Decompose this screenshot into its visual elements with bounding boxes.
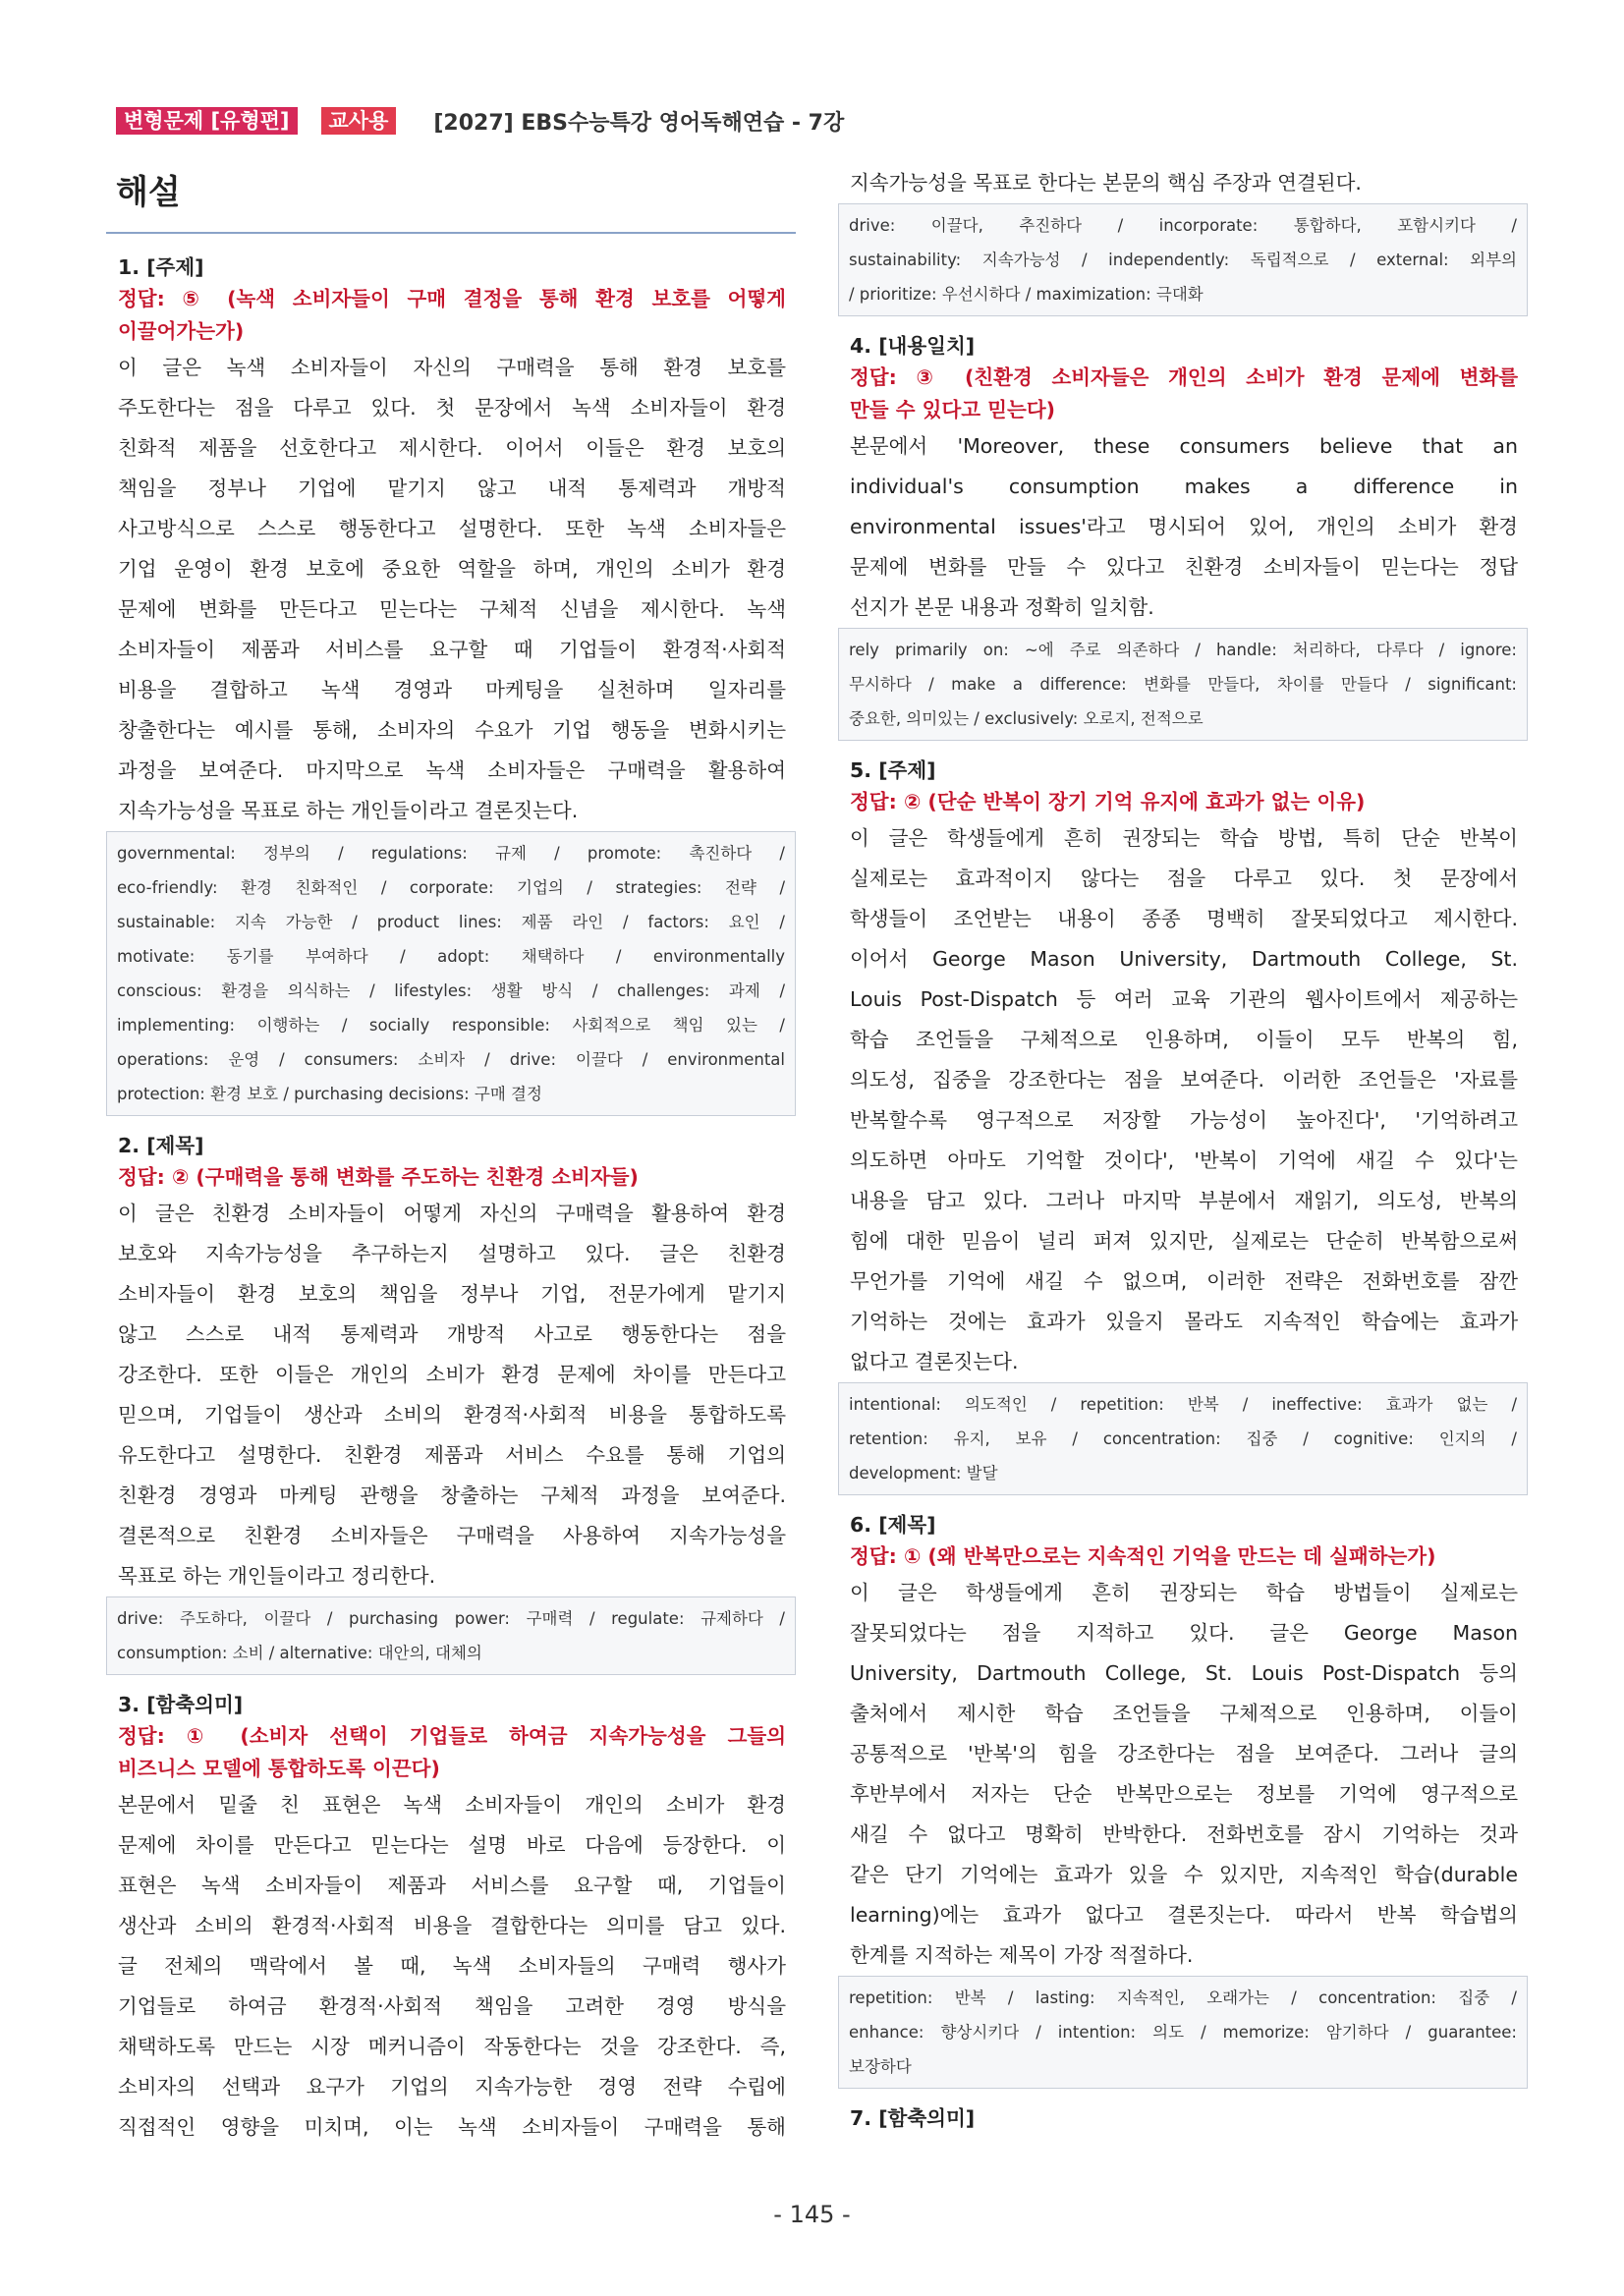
vocab-box xyxy=(838,628,1528,741)
explanation-line: environmental issues'라고 명시되어 있어, 개인의 소비가 환경 xyxy=(850,515,1518,538)
explanation-line: 무언가를 기억에 새길 수 없으며, 이러한 전략은 전화번호를 잠깐 xyxy=(850,1269,1518,1293)
explanation-line: 공통적으로 '반복'의 힘을 강조한다는 점을 보여준다. 그러나 글의 xyxy=(850,1742,1518,1765)
explanation-line: 이어서 George Mason University, Dartmouth College, St. xyxy=(850,947,1518,971)
explanation-line: 채택하도록 만드는 시장 메커니즘이 작동한다는 것을 강조한다. 즉, xyxy=(118,2035,786,2058)
question-4 xyxy=(838,330,1528,741)
explanation-line: 사고방식으로 스스로 행동한다고 설명한다. 또한 녹색 소비자들은 xyxy=(118,517,786,540)
page-number: - 145 - xyxy=(773,2201,851,2228)
explanation-line: 이 글은 학생들에게 흔히 권장되는 학습 방법들이 실제로는 xyxy=(850,1581,1518,1604)
answer-line: 정답: ② (구매력을 통해 변화를 주도하는 친환경 소비자들) xyxy=(118,1165,639,1189)
explanation-line: 학습 조언들을 구체적으로 인용하며, 이들이 모두 반복의 힘, xyxy=(850,1028,1518,1051)
explanation-line: 본문에서 밑줄 친 표현은 녹색 소비자들이 개인의 소비가 환경 xyxy=(118,1793,786,1817)
vocab-line: 보장하다 xyxy=(849,2057,912,2076)
header-title: [2027] EBS수능특강 영어독해연습 - 7강 xyxy=(433,110,845,136)
vocab-line: sustainable: 지속 가능한 / product lines: 제품 라인 / factors: 요인 / xyxy=(117,913,785,931)
vocab-line: motivate: 동기를 부여하다 / adopt: 채택하다 / environmentally xyxy=(117,947,785,966)
vocab-line: implementing: 이행하는 / socially responsible: 사회적으로 책임 있는 / xyxy=(117,1016,785,1035)
explanation-line: 반복할수록 영구적으로 저장할 가능성이 높아진다', '기억하려고 xyxy=(850,1108,1518,1132)
explanation-line: 새길 수 없다고 명확히 반박한다. 전화번호를 잠시 기억하는 것과 xyxy=(850,1822,1518,1846)
explanation-text xyxy=(106,1785,796,2148)
vocab-line: governmental: 정부의 / regulations: 규제 / promote: 촉진하다 / xyxy=(117,844,785,863)
explanation-line: 문제에 차이를 만든다고 믿는다는 설명 바로 다음에 등장한다. 이 xyxy=(118,1833,786,1857)
right-column xyxy=(838,163,1528,2134)
question-5 xyxy=(838,755,1528,1495)
explanation-line: 소비자들이 제품과 서비스를 요구할 때 기업들이 환경적·사회적 xyxy=(118,638,786,661)
vocab-line: 중요한, 의미있는 / exclusively: 오로지, 전적으로 xyxy=(849,709,1204,728)
explanation-line: 강조한다. 또한 이들은 개인의 소비가 환경 문제에 차이를 만든다고 xyxy=(118,1363,786,1386)
question-heading: 1. [주제] xyxy=(118,255,204,279)
explanation-line: 책임을 정부나 기업에 맡기지 않고 내적 통제력과 개방적 xyxy=(118,476,786,500)
question-1 xyxy=(106,252,796,1116)
explanation-line: 목표로 하는 개인들이라고 정리한다. xyxy=(118,1564,436,1588)
vocab-line: consumption: 소비 / alternative: 대안의, 대체의 xyxy=(117,1644,482,1662)
explanation-line: individual's consumption makes a difference in xyxy=(850,475,1518,498)
answer-line: 정답: ① (소비자 선택이 기업들로 하여금 지속가능성을 그들의 xyxy=(118,1724,786,1748)
page-header xyxy=(116,106,844,136)
vocab-box xyxy=(838,1976,1528,2089)
explanation-line: 기업들로 하여금 환경적·사회적 책임을 고려한 경영 방식을 xyxy=(118,1994,786,2018)
answer-line: 만들 수 있다고 믿는다) xyxy=(850,398,1056,421)
answer-line: 정답: ② (단순 반복이 장기 기억 유지에 효과가 없는 이유) xyxy=(850,790,1366,813)
vocab-box xyxy=(838,203,1528,316)
answer-line: 정답: ① (왜 반복만으로는 지속적인 기억을 만드는 데 실패하는가) xyxy=(850,1544,1436,1568)
explanation-text xyxy=(106,1194,796,1596)
explanation-line: 기억하는 것에는 효과가 있을지 몰라도 지속적인 학습에는 효과가 xyxy=(850,1310,1518,1333)
explanation-line: 글 전체의 맥락에서 볼 때, 녹색 소비자들의 구매력 행사가 xyxy=(118,1954,786,1978)
vocab-line: intentional: 의도적인 / repetition: 반복 / ineffective: 효과가 없는 / xyxy=(849,1395,1517,1414)
explanation-line: 없다고 결론짓는다. xyxy=(850,1350,1019,1373)
explanation-line: 친환경 경영과 마케팅 관행을 창출하는 구체적 과정을 보여준다. xyxy=(118,1484,786,1507)
explanation-line: 출처에서 제시한 학습 조언들을 구체적으로 인용하며, 이들이 xyxy=(850,1702,1518,1725)
question-3 xyxy=(106,1689,796,2148)
explanation-line: 소비자들이 환경 보호의 책임을 정부나 기업, 전문가에게 맡기지 xyxy=(118,1282,786,1306)
explanation-line: 표현은 녹색 소비자들이 제품과 서비스를 요구할 때, 기업들이 xyxy=(118,1874,786,1897)
explanation-text xyxy=(838,1573,1528,1976)
answer-line: 정답: ⑤ (녹색 소비자들이 구매 결정을 통해 환경 보호를 어떻게 xyxy=(118,287,786,310)
explanation-line: 결론적으로 친환경 소비자들은 구매력을 사용하여 지속가능성을 xyxy=(118,1524,786,1547)
explanation-line: 소비자의 선택과 요구가 기업의 지속가능한 경영 전략 수립에 xyxy=(118,2075,786,2099)
question-heading: 2. [제목] xyxy=(118,1134,204,1157)
explanation-line: 잘못되었다는 점을 지적하고 있다. 글은 George Mason xyxy=(850,1621,1518,1645)
explanation-line: 이 글은 학생들에게 흔히 권장되는 학습 방법, 특히 단순 반복이 xyxy=(850,826,1518,850)
explanation-line: 생산과 소비의 환경적·사회적 비용을 결합한다는 의미를 담고 있다. xyxy=(118,1914,786,1937)
explanation-line: 문제에 변화를 만든다고 믿는다는 구체적 신념을 제시한다. 녹색 xyxy=(118,597,786,621)
vocab-box xyxy=(838,1382,1528,1495)
explanation-line: 않고 스스로 내적 통제력과 개방적 사고로 행동한다는 점을 xyxy=(118,1322,786,1346)
question-6 xyxy=(838,1509,1528,2089)
explanation-line: 보호와 지속가능성을 추구하는지 설명하고 있다. 글은 친환경 xyxy=(118,1242,786,1265)
question-heading: 5. [주제] xyxy=(850,758,936,782)
question-heading: 7. [함축의미] xyxy=(850,2106,976,2130)
explanation-line: 유도한다고 설명한다. 친환경 제품과 서비스 수요를 통해 기업의 xyxy=(118,1443,786,1467)
explanation-line: 창출한다는 예시를 통해, 소비자의 수요가 기업 행동을 변화시키는 xyxy=(118,718,786,742)
vocab-line: development: 발달 xyxy=(849,1464,998,1483)
vocab-line: 무시하다 / make a difference: 변화를 만들다, 차이를 만들다 / significant: xyxy=(849,675,1517,694)
explanation-line: 비용을 결합하고 녹색 경영과 마케팅을 실천하며 일자리를 xyxy=(118,678,786,701)
vocab-line: / prioritize: 우선시하다 / maximization: 극대화 xyxy=(849,285,1204,304)
explanation-line: 내용을 담고 있다. 그러나 마지막 부분에서 재읽기, 의도성, 반복의 xyxy=(850,1189,1518,1212)
explanation-line: 실제로는 효과적이지 않다는 점을 다루고 있다. 첫 문장에서 xyxy=(850,867,1518,890)
explanation-line: 학생들이 조언받는 내용이 종종 명백히 잘못되었다고 제시한다. xyxy=(850,907,1518,930)
explanation-text xyxy=(106,348,796,831)
explanation-line: 문제에 변화를 만들 수 있다고 친환경 소비자들이 믿는다는 정답 xyxy=(850,555,1518,579)
left-column xyxy=(106,252,796,2148)
explanation-line: 친화적 제품을 선호한다고 제시한다. 이어서 이들은 환경 보호의 xyxy=(118,436,786,460)
explanation-line: learning)에는 효과가 없다고 결론짓는다. 따라서 반복 학습법의 xyxy=(850,1903,1518,1927)
explanation-line: 힘에 대한 믿음이 널리 퍼져 있지만, 실제로는 단순히 반복함으로써 xyxy=(850,1229,1518,1253)
explanation-line: 과정을 보여준다. 마지막으로 녹색 소비자들은 구매력을 활용하여 xyxy=(118,758,786,782)
explanation-line: 직접적인 영향을 미치며, 이는 녹색 소비자들이 구매력을 통해 xyxy=(118,2115,786,2139)
question-7 xyxy=(838,2102,1528,2134)
vocab-line: repetition: 반복 / lasting: 지속적인, 오래가는 / concentration: 집중 / xyxy=(849,1988,1517,2007)
vocab-line: drive: 이끌다, 추진하다 / incorporate: 통합하다, 포함시키다 / xyxy=(849,216,1517,235)
teacher-tag: 교사용 xyxy=(321,107,397,135)
explanation-line: University, Dartmouth College, St. Louis Post-Dispatch 등의 xyxy=(850,1661,1518,1685)
vocab-line: rely primarily on: ~에 주로 의존하다 / handle: 처리하다, 다루다 / ignore: xyxy=(849,641,1517,659)
vocab-line: protection: 환경 보호 / purchasing decisions: 구매 결정 xyxy=(117,1085,542,1103)
answer-line: 비즈니스 모델에 통합하도록 이끈다) xyxy=(118,1757,440,1780)
category-tag: 변형문제 [유형편] xyxy=(116,107,298,135)
explanation-text xyxy=(838,426,1528,628)
explanation-line: 의도하면 아마도 기억할 것이다', '반복이 기억에 새길 수 있다'는 xyxy=(850,1148,1518,1172)
question-heading: 6. [제목] xyxy=(850,1513,936,1537)
vocab-line: enhance: 향상시키다 / intention: 의도 / memorize: 암기하다 / guarantee: xyxy=(849,2023,1517,2042)
explanation-text xyxy=(838,818,1528,1382)
explanation-line: 지속가능성을 목표로 하는 개인들이라고 결론짓는다. xyxy=(118,799,579,822)
answer-line: 정답: ③ (친환경 소비자들은 개인의 소비가 환경 문제에 변화를 xyxy=(850,365,1518,389)
explanation-line: 같은 단기 기억에는 효과가 있을 수 있지만, 지속적인 학습(durable xyxy=(850,1863,1518,1886)
explanation-line: 믿으며, 기업들이 생산과 소비의 환경적·사회적 비용을 통합하도록 xyxy=(118,1403,786,1427)
explanation-line: 기업 운영이 환경 보호에 중요한 역할을 하며, 개인의 소비가 환경 xyxy=(118,557,786,581)
explanation-line: 이 글은 친환경 소비자들이 어떻게 자신의 구매력을 활용하여 환경 xyxy=(118,1202,786,1225)
vocab-line: operations: 운영 / consumers: 소비자 / drive: 이끌다 / environmental xyxy=(117,1050,785,1069)
question-heading: 4. [내용일치] xyxy=(850,334,976,358)
title-divider xyxy=(106,232,796,234)
explanation-line: 본문에서 'Moreover, these consumers believe that an xyxy=(850,434,1518,458)
explanation-line: 선지가 본문 내용과 정확히 일치함. xyxy=(850,595,1154,619)
explanation-line: 의도성, 집중을 강조한다는 점을 보여준다. 이러한 조언들은 '자료를 xyxy=(850,1068,1518,1092)
answer-line: 이끌어가는가) xyxy=(118,319,245,343)
explanation-line: Louis Post-Dispatch 등 여러 교육 기관의 웹사이트에서 제공하는 xyxy=(850,987,1518,1011)
vocab-box xyxy=(106,831,796,1116)
vocab-line: drive: 주도하다, 이끌다 / purchasing power: 구매력 / regulate: 규제하다 / xyxy=(117,1609,785,1628)
question-heading: 3. [함축의미] xyxy=(118,1693,244,1716)
explanation-line: 이 글은 녹색 소비자들이 자신의 구매력을 통해 환경 보호를 xyxy=(118,356,786,379)
question-2 xyxy=(106,1130,796,1675)
vocab-line: conscious: 환경을 의식하는 / lifestyles: 생활 방식 / challenges: 과제 / xyxy=(117,981,785,1000)
vocab-box xyxy=(106,1596,796,1675)
explanation-line: 후반부에서 저자는 단순 반복만으로는 정보를 기억에 영구적으로 xyxy=(850,1782,1518,1806)
vocab-line: retention: 유지, 보유 / concentration: 집중 / cognitive: 인지의 / xyxy=(849,1429,1517,1448)
explanation-line: 주도한다는 점을 다루고 있다. 첫 문장에서 녹색 소비자들이 환경 xyxy=(118,396,786,420)
vocab-line: eco-friendly: 환경 친화적인 / corporate: 기업의 / strategies: 전략 / xyxy=(117,878,785,897)
vocab-line: sustainability: 지속가능성 / independently: 독립적으로 / external: 외부의 xyxy=(849,251,1517,269)
explanation-line: 한계를 지적하는 제목이 가장 적절하다. xyxy=(850,1943,1194,1967)
page-title: 해설 xyxy=(116,173,181,212)
explanation-continuation: 지속가능성을 목표로 한다는 본문의 핵심 주장과 연결된다. xyxy=(850,171,1362,195)
